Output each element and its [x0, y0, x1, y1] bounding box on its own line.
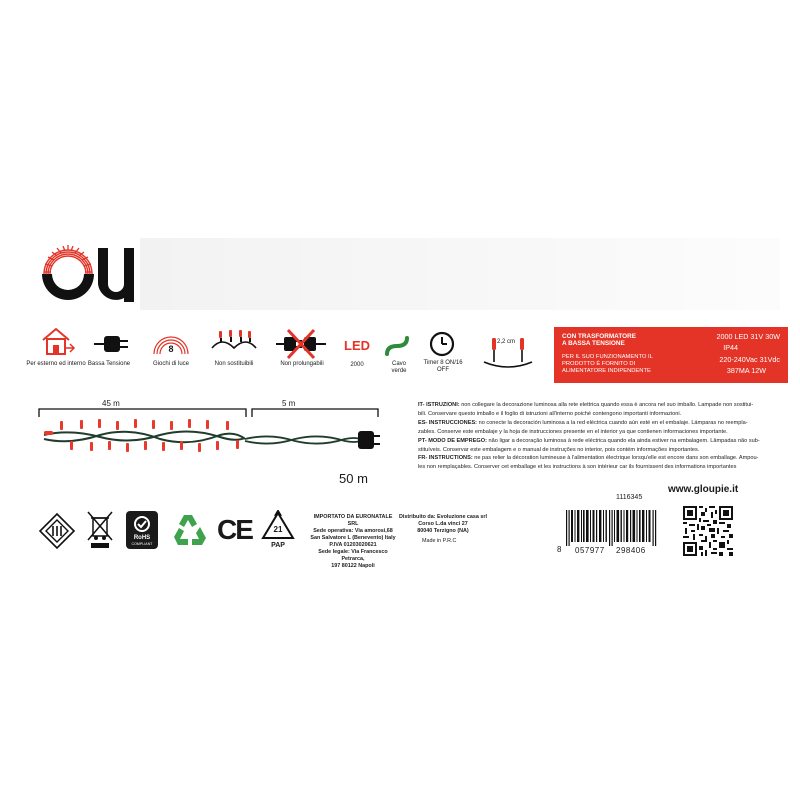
importer-line: P.IVA 01203020621 — [329, 542, 377, 548]
clock-icon — [428, 330, 456, 363]
games-number: 8 — [168, 344, 174, 354]
product-code: 1116345 — [616, 494, 643, 501]
barcode-digit-prefix: 8 — [557, 545, 562, 554]
instruction-line: IT- ISTRUZIONI: non collegare la decorazione luminosa alla rete elettrica quando essa è ancora nel suo imballo. Lampade non sostitui- — [418, 402, 754, 408]
instruction-line: bili. Conservare questo imballo e il foglio di istruzioni all'interno poiché contengono importanti informazioni. — [418, 410, 682, 417]
no-extension-icon — [276, 328, 328, 365]
logo-shadow — [140, 238, 780, 310]
info-spec-3: 220-240Vac 31Vdc — [719, 355, 780, 364]
importer-line: 197 80122 Napoli — [331, 563, 375, 569]
outdoor-label: Per esterno ed interno — [26, 361, 86, 367]
instruction-line: stituíveis. Conservar este embalagem e o manual de instruções no interior, pois contém informações importantes. — [418, 446, 700, 453]
ce-mark: CE — [217, 514, 252, 545]
info-spec-4: 387MA 12W — [726, 366, 766, 375]
weee-bin-icon — [86, 510, 114, 555]
barcode — [556, 510, 668, 556]
house-icon — [40, 326, 76, 363]
total-length-label: 50 m — [339, 471, 368, 486]
info-spec-1: 2000 LED 31V 30W — [716, 332, 780, 341]
info-spec-2: IP44 — [723, 343, 738, 352]
instructions-block — [418, 401, 788, 472]
qr-code — [683, 506, 733, 556]
info-title-2: A BASSA TENSIONE — [562, 340, 625, 347]
distributor-info — [396, 514, 490, 535]
brand-logo — [38, 240, 134, 306]
distributor-line: Distribuito da: Evoluzione casa srl — [398, 514, 488, 520]
spacing-label: 2,2 cm — [497, 339, 516, 345]
importer-line: Sede operativa: Via amorosi,68 — [313, 528, 393, 534]
distributor-line: Corso L.da vinci 27 — [418, 521, 468, 527]
made-in: Made in P.R.C — [422, 538, 457, 544]
importer-line: IMPORTATO DA EURONATALE SRL — [313, 514, 393, 527]
transformer-info-box — [554, 327, 788, 383]
barcode-digits-left: 057977 — [575, 546, 605, 555]
info-title-1: CON TRASFORMATORE — [562, 333, 636, 340]
importer-line: San Salvatore L (Benevento) Italy — [310, 535, 396, 541]
plug-icon — [94, 332, 136, 361]
nonextend-label: Non prolungabili — [280, 361, 324, 367]
distributor-line: 80040 Terzigno (NA) — [417, 528, 469, 534]
led-text: LED — [344, 338, 370, 353]
pap-recycling-icon — [260, 510, 296, 552]
barcode-digits-right: 298406 — [616, 546, 646, 555]
cable-label: Cavo verde — [391, 361, 407, 374]
instruction-line: FR- INSTRUCTIONS: ne pas relier la décoration lumineuse à l'alimentation électrique lorsqu'elle est encore dans son emballage. Ampou- — [418, 455, 759, 462]
pap-text: PAP — [271, 542, 285, 549]
importer-line: Sede legale: Via Francesco Petrarca, — [318, 549, 388, 562]
instruction-line: zables. Conserve este embalaje y la hoja de instrucciones presente en el interior ya que contienen informaciones importante. — [418, 428, 728, 435]
led-count-label: 2000 — [350, 362, 364, 368]
website: www.gloupie.it — [668, 484, 739, 495]
string-lights-icon — [210, 326, 258, 365]
timer-label: Timer 8 ON/16 OFF — [423, 360, 463, 373]
green-cable-icon — [384, 334, 414, 363]
info-text-1: PER IL SUO FUNZIONAMENTO IL — [562, 354, 653, 360]
instruction-line: ES- INSTRUCCIONES: no conecte la decoración luminosa a la red eléctrica cuando aún esté en el embalaje. Lámparas no reempla- — [418, 419, 748, 426]
lead-length-label: 5 m — [282, 399, 296, 408]
info-text-2: PRODOTTO È FORNITO DI — [562, 361, 636, 367]
games-label: Giochi di luce — [152, 361, 190, 367]
voltage-label: Bassa Tensione — [87, 361, 131, 367]
instruction-line: PT- MODO DE EMPREGO: não ligar a decoração luminosa à rede eléctrica quando ela ainda estiver na embalagem. Lâmpadas não sub- — [418, 437, 760, 444]
instruction-line: les non remplaçables. Conserver cet emballage et les instructions à son intérieur car ils fournissent des informations importantes — [418, 464, 737, 471]
importer-info — [308, 514, 398, 570]
nonreplace-label: Non sostituibili — [214, 361, 254, 367]
pap-number: 21 — [273, 525, 283, 534]
info-text-3: ALIMENTATORE INDIPENDENTE — [562, 368, 651, 374]
rohs-text: RoHS — [133, 535, 151, 541]
rohs-badge — [126, 511, 158, 549]
class-iii-icon — [38, 512, 76, 555]
rohs-compliant-text: COMPLIANT — [131, 542, 153, 546]
lit-length-label: 45 m — [102, 399, 120, 408]
recycle-icon — [170, 511, 210, 554]
length-diagram — [30, 395, 390, 490]
